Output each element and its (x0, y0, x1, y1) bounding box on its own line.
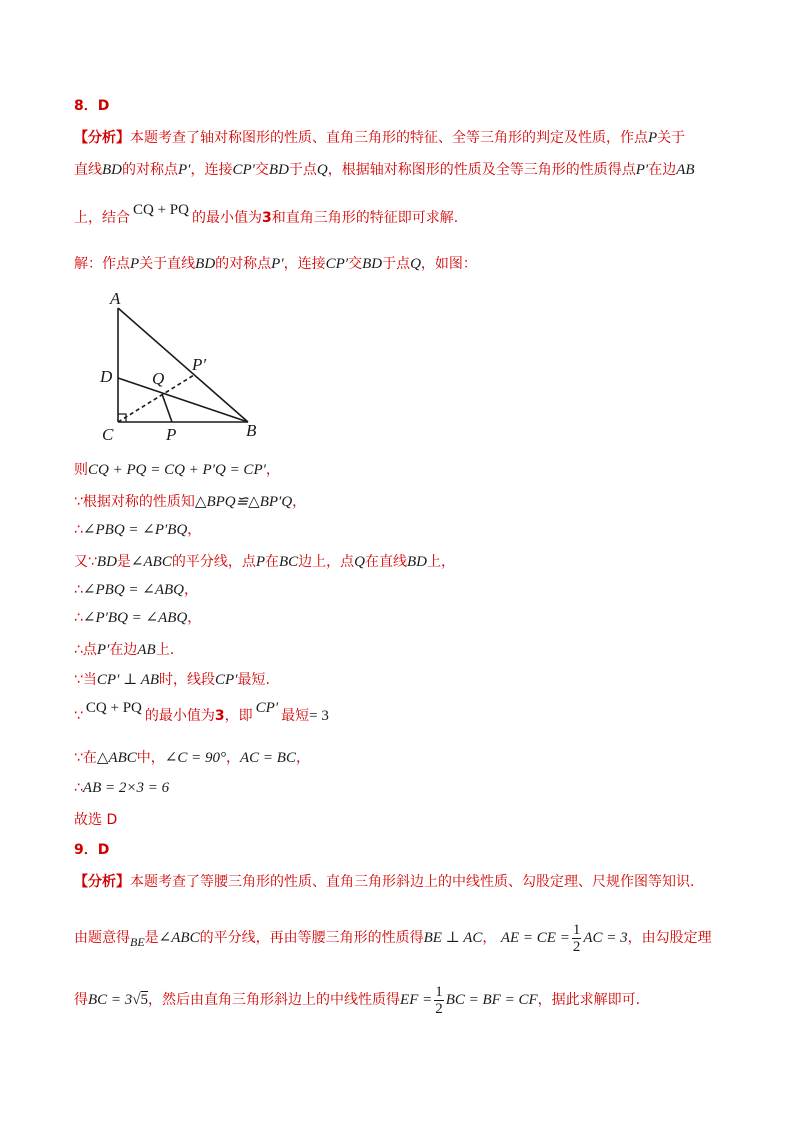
label-c: C (102, 425, 114, 444)
segment-qp (162, 394, 172, 422)
q8-analysis-line-3: 上，结合 CQ + PQ 的最小值为3和直角三角形的特征即可求解. (74, 200, 458, 236)
label-pprime: P′ (192, 355, 207, 374)
q8-step-8: ∵当CP′ ⊥ AB时，线段CP′最短. (74, 672, 270, 688)
q8-solution-intro: 解：作点P关于直线BD的对称点P′，连接CP′交BD于点Q，如图： (74, 256, 477, 272)
label-a: A (110, 289, 121, 308)
q8-step-10: ∵在△ABC中，∠C = 90°，AC = BC， (74, 750, 310, 766)
q8-step-5: ∴∠PBQ = ∠ABQ， (74, 582, 198, 598)
q8-step-1: 则CQ + PQ = CQ + P′Q = CP′， (74, 462, 280, 478)
q8-step-4: 又∵BD是∠ABC的平分线，点P在BC边上，点Q在直线BD上， (74, 554, 456, 570)
q8-step-9: ∵ CQ + PQ 的最小值为3，即 CP′ 最短= 3 (74, 700, 329, 724)
q9-heading: 9．D (74, 842, 110, 858)
q8-analysis-line-2: 直线BD的对称点P′，连接CP′交BD于点Q，根据轴对称图形的性质及全等三角形的性质得点P′在边AB (74, 162, 695, 178)
q8-heading: 8．D (74, 98, 110, 114)
q9-analysis-line-1: 【分析】本题考查了等腰三角形的性质、直角三角形斜边上的中线性质、勾股定理、尺规作图等知识. (74, 874, 695, 890)
segment-db (118, 378, 248, 422)
label-b: B (246, 421, 257, 440)
q8-step-3: ∴∠PBQ = ∠P′BQ， (74, 522, 202, 538)
label-d: D (100, 367, 113, 386)
label-p: P (166, 425, 177, 444)
q9-analysis-line-2: 由题意得BE是∠ABC的平分线，再由等腰三角形的性质得BE ⊥ AC， AE = CE = $\frac{1}{2}$ AC = 3，由勾股定理 (74, 921, 712, 955)
side-ab (118, 308, 248, 422)
label-q: Q (152, 369, 165, 388)
q8-step-7: ∴点P′在边AB上. (74, 642, 175, 658)
q8-step-6: ∴∠P′BQ = ∠ABQ， (74, 610, 202, 626)
q8-analysis-tag: 【分析】 (74, 130, 130, 146)
q8-step-2: ∵根据对称的性质知△BPQ≌△BP′Q， (74, 494, 307, 510)
q8-answer: 故选 D (74, 812, 118, 828)
triangle-diagram (96, 286, 276, 446)
q8-step-11: ∴AB = 2×3 = 6 (74, 780, 170, 796)
q8-analysis-line-1: 【分析】本题考查了轴对称图形的性质、直角三角形的特征、全等三角形的判定及性质，作点P关于 (74, 130, 686, 146)
q9-analysis-line-3: 得BC = 3√5，然后由直角三角形斜边上的中线性质得EF = $\frac{1}{2}$ BC = BF = CF，据此求解即可. (74, 983, 641, 1017)
q8-fraction: CQ + PQ (133, 202, 189, 218)
